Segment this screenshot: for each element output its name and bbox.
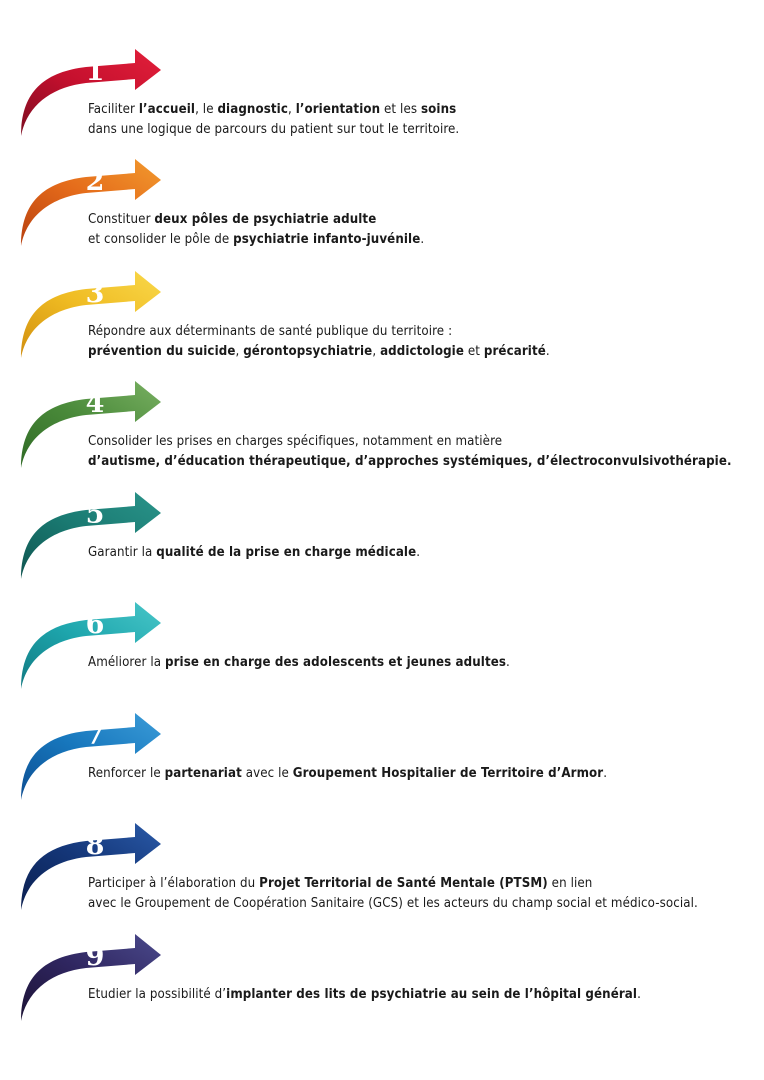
text-segment: en lien xyxy=(547,876,593,891)
step-description xyxy=(88,100,459,140)
text-segment: , xyxy=(372,344,381,359)
text-segment: Améliorer la xyxy=(88,655,165,670)
priority-step xyxy=(0,158,764,268)
step-description xyxy=(88,653,510,673)
priority-step xyxy=(0,491,764,601)
step-number: 5 xyxy=(85,499,105,530)
description-line xyxy=(88,985,641,1005)
emphasis-text: deux pôles de psychiatrie adulte xyxy=(154,212,377,227)
step-description xyxy=(88,210,424,250)
step-number: 9 xyxy=(85,941,105,972)
emphasis-text: gérontopsychiatrie xyxy=(243,344,373,359)
text-segment: Répondre aux déterminants de santé publique du territoire : xyxy=(88,324,453,339)
emphasis-text: Groupement Hospitalier de Territoire d’Armor xyxy=(292,766,604,781)
text-segment: et xyxy=(464,344,484,359)
description-line xyxy=(88,100,459,120)
text-segment: et les xyxy=(380,102,421,117)
text-segment: et consolider le pôle de xyxy=(88,232,234,247)
emphasis-text: prise en charge des adolescents et jeunes adultes xyxy=(165,655,507,670)
text-segment: . xyxy=(603,766,608,781)
step-description xyxy=(88,543,420,563)
description-line xyxy=(88,543,420,563)
text-segment: dans une logique de parcours du patient sur tout le territoire. xyxy=(88,122,460,137)
step-number: 3 xyxy=(85,278,105,309)
emphasis-text: Projet Territorial de Santé Mentale (PTSM) xyxy=(259,876,548,891)
step-number: 2 xyxy=(85,166,105,197)
step-number: 1 xyxy=(85,56,105,87)
step-description xyxy=(88,874,698,914)
step-description xyxy=(88,432,732,472)
step-description xyxy=(88,322,550,362)
step-number: 8 xyxy=(85,830,105,861)
step-description xyxy=(88,764,607,784)
step-number: 6 xyxy=(85,609,105,640)
text-segment: Faciliter xyxy=(88,102,139,117)
text-segment: , xyxy=(235,344,244,359)
text-segment: Constituer xyxy=(88,212,155,227)
emphasis-text: implanter des lits de psychiatrie au sein de l’hôpital général xyxy=(226,987,638,1002)
text-segment: . xyxy=(545,344,550,359)
priority-step xyxy=(0,270,764,380)
text-segment: . xyxy=(416,545,421,560)
text-segment: , xyxy=(287,102,296,117)
description-line xyxy=(88,764,607,784)
priority-step xyxy=(0,933,764,1043)
text-segment: Garantir la xyxy=(88,545,157,560)
step-number: 4 xyxy=(85,388,105,419)
text-segment: . xyxy=(637,987,641,1002)
emphasis-text: prévention du suicide xyxy=(88,344,236,359)
priority-step xyxy=(0,48,764,158)
emphasis-text: l’accueil xyxy=(138,102,196,117)
step-description xyxy=(88,985,641,1005)
emphasis-text: qualité de la prise en charge médicale xyxy=(156,545,417,560)
text-segment: Renforcer le xyxy=(88,766,165,781)
emphasis-text: l’orientation xyxy=(295,102,381,117)
priority-step xyxy=(0,601,764,711)
description-line xyxy=(88,230,424,250)
description-line xyxy=(88,432,732,452)
text-segment: Participer à l’élaboration du xyxy=(88,876,260,891)
description-line xyxy=(88,874,698,894)
text-segment: , le xyxy=(195,102,218,117)
text-segment: avec le xyxy=(241,766,293,781)
emphasis-text: diagnostic xyxy=(217,102,288,117)
emphasis-text: partenariat xyxy=(164,766,242,781)
priority-step xyxy=(0,822,764,932)
priority-step xyxy=(0,712,764,822)
emphasis-text: soins xyxy=(421,102,457,117)
description-line xyxy=(88,452,732,472)
emphasis-text: précarité xyxy=(483,344,546,359)
text-segment: . xyxy=(506,655,510,670)
emphasis-text: addictologie xyxy=(380,344,464,359)
description-line xyxy=(88,322,550,342)
description-line xyxy=(88,210,424,230)
description-line xyxy=(88,120,459,140)
priority-step xyxy=(0,380,764,490)
step-number: 7 xyxy=(85,720,105,751)
text-segment: avec le Groupement de Coopération Sanitaire (GCS) et les acteurs du champ social et médico-social. xyxy=(88,896,698,911)
description-line xyxy=(88,894,698,914)
emphasis-text: d’autisme, d’éducation thérapeutique, d’approches systémiques, d’électroconvulsivothérapie. xyxy=(88,454,732,469)
text-segment: Consolider les prises en charges spécifiques, notamment en matière xyxy=(88,434,503,449)
description-line xyxy=(88,342,550,362)
text-segment: . xyxy=(420,232,425,247)
emphasis-text: psychiatrie infanto-juvénile xyxy=(233,232,421,247)
description-line xyxy=(88,653,510,673)
text-segment: Etudier la possibilité d’ xyxy=(88,987,227,1002)
